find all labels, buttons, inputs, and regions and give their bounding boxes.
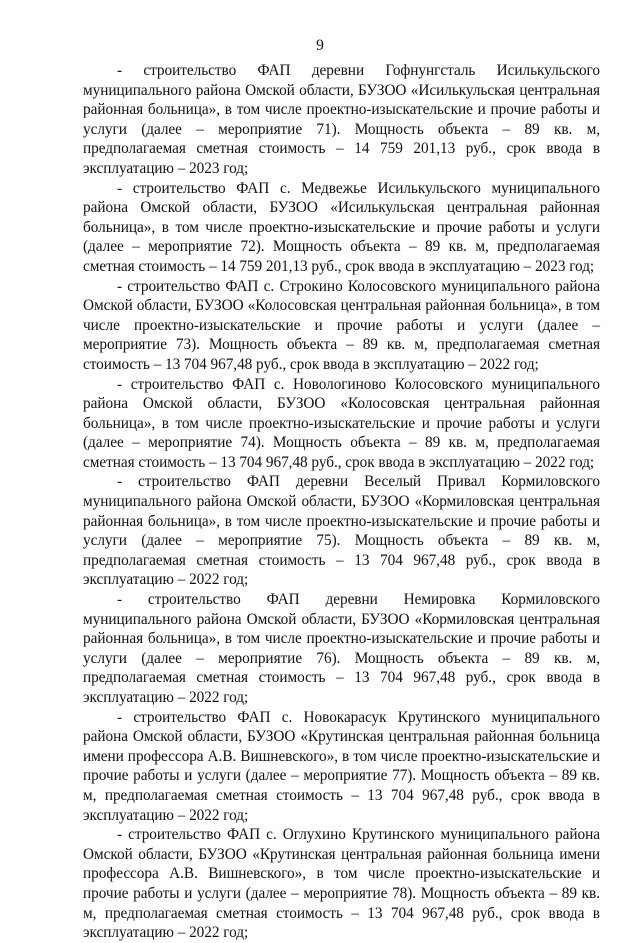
list-item-measure-78: - строительство ФАП с. Оглухино Крутинского муниципального района Омской области, БУЗОО «Крутинская центральная районная больница имени профессора А.В. Вишневского», в том числе проектно-изыскательские и прочие работы и услуги (далее – мероприятие 78). Мощность объекта – 89 кв. м, предполагаемая сметная стоимость – 13 704 967,48 руб., срок ввода в эксплуатацию – 2022 год; xyxy=(83,826,600,942)
list-item-measure-74: - строительство ФАП с. Новологиново Колосовского муниципального района Омской области, БУЗОО «Колосовская центральная районная больница», в том числе проектно-изыскательские и прочие работы и услуги (далее – мероприятие 74). Мощность объекта – 89 кв. м, предполагаемая сметная стоимость – 13 704 967,48 руб., срок ввода в эксплуатацию – 2022 год; xyxy=(83,375,600,471)
list-item-measure-71: - строительство ФАП деревни Гофнунгсталь Исилькульского муниципального района Омской области, БУЗОО «Исилькульская центральная районная больница», в том числе проектно-изыскательские и прочие работы и услуги (далее – мероприятие 71). Мощность объекта – 89 кв. м, предполагаемая сметная стоимость – 14 759 201,13 руб., срок ввода в эксплуатацию – 2023 год; xyxy=(83,62,600,177)
list-item-measure-72: - строительство ФАП с. Медвежье Исилькульского муниципального района Омской области, БУЗОО «Исилькульская центральная районная больница», в том числе проектно-изыскательские и прочие работы и услуги (далее – мероприятие 72). Мощность объекта – 89 кв. м, предполагаемая сметная стоимость – 14 759 201,13 руб., срок ввода в эксплуатацию – 2023 год; xyxy=(83,179,600,275)
list-item-measure-73: - строительство ФАП с. Строкино Колосовского муниципального района Омской области, БУЗОО «Колосовская центральная районная больница», в том числе проектно-изыскательские и прочие работы и услуги (далее – мероприятие 73). Мощность объекта – 89 кв. м, предполагаемая сметная стоимость – 13 704 967,48 руб., срок ввода в эксплуатацию – 2022 год; xyxy=(83,277,600,373)
document-body xyxy=(83,61,600,943)
list-item-measure-77: - строительство ФАП с. Новокарасук Крутинского муниципального района Омской области, БУЗОО «Крутинская центральная районная больница имени профессора А.В. Вишневского», в том числе проектно-изыскательские и прочие работы и услуги (далее – мероприятие 77). Мощность объекта – 89 кв. м, предполагаемая сметная стоимость – 13 704 967,48 руб., срок ввода в эксплуатацию – 2022 год; xyxy=(83,708,600,824)
list-item-measure-75: - строительство ФАП деревни Веселый Привал Кормиловского муниципального района Омской области, БУЗОО «Кормиловская центральная районная больница», в том числе проектно-изыскательские и прочие работы и услуги (далее – мероприятие 75). Мощность объекта – 89 кв. м, предполагаемая сметная стоимость – 13 704 967,48 руб., срок ввода в эксплуатацию – 2022 год; xyxy=(83,473,600,589)
list-item-measure-76: - строительство ФАП деревни Немировка Кормиловского муниципального района Омской области, БУЗОО «Кормиловская центральная районная больница», в том числе проектно-изыскательские и прочие работы и услуги (далее – мероприятие 76). Мощность объекта – 89 кв. м, предполагаемая сметная стоимость – 13 704 967,48 руб., срок ввода в эксплуатацию – 2022 год; xyxy=(83,591,600,706)
page-number: 9 xyxy=(316,37,324,54)
